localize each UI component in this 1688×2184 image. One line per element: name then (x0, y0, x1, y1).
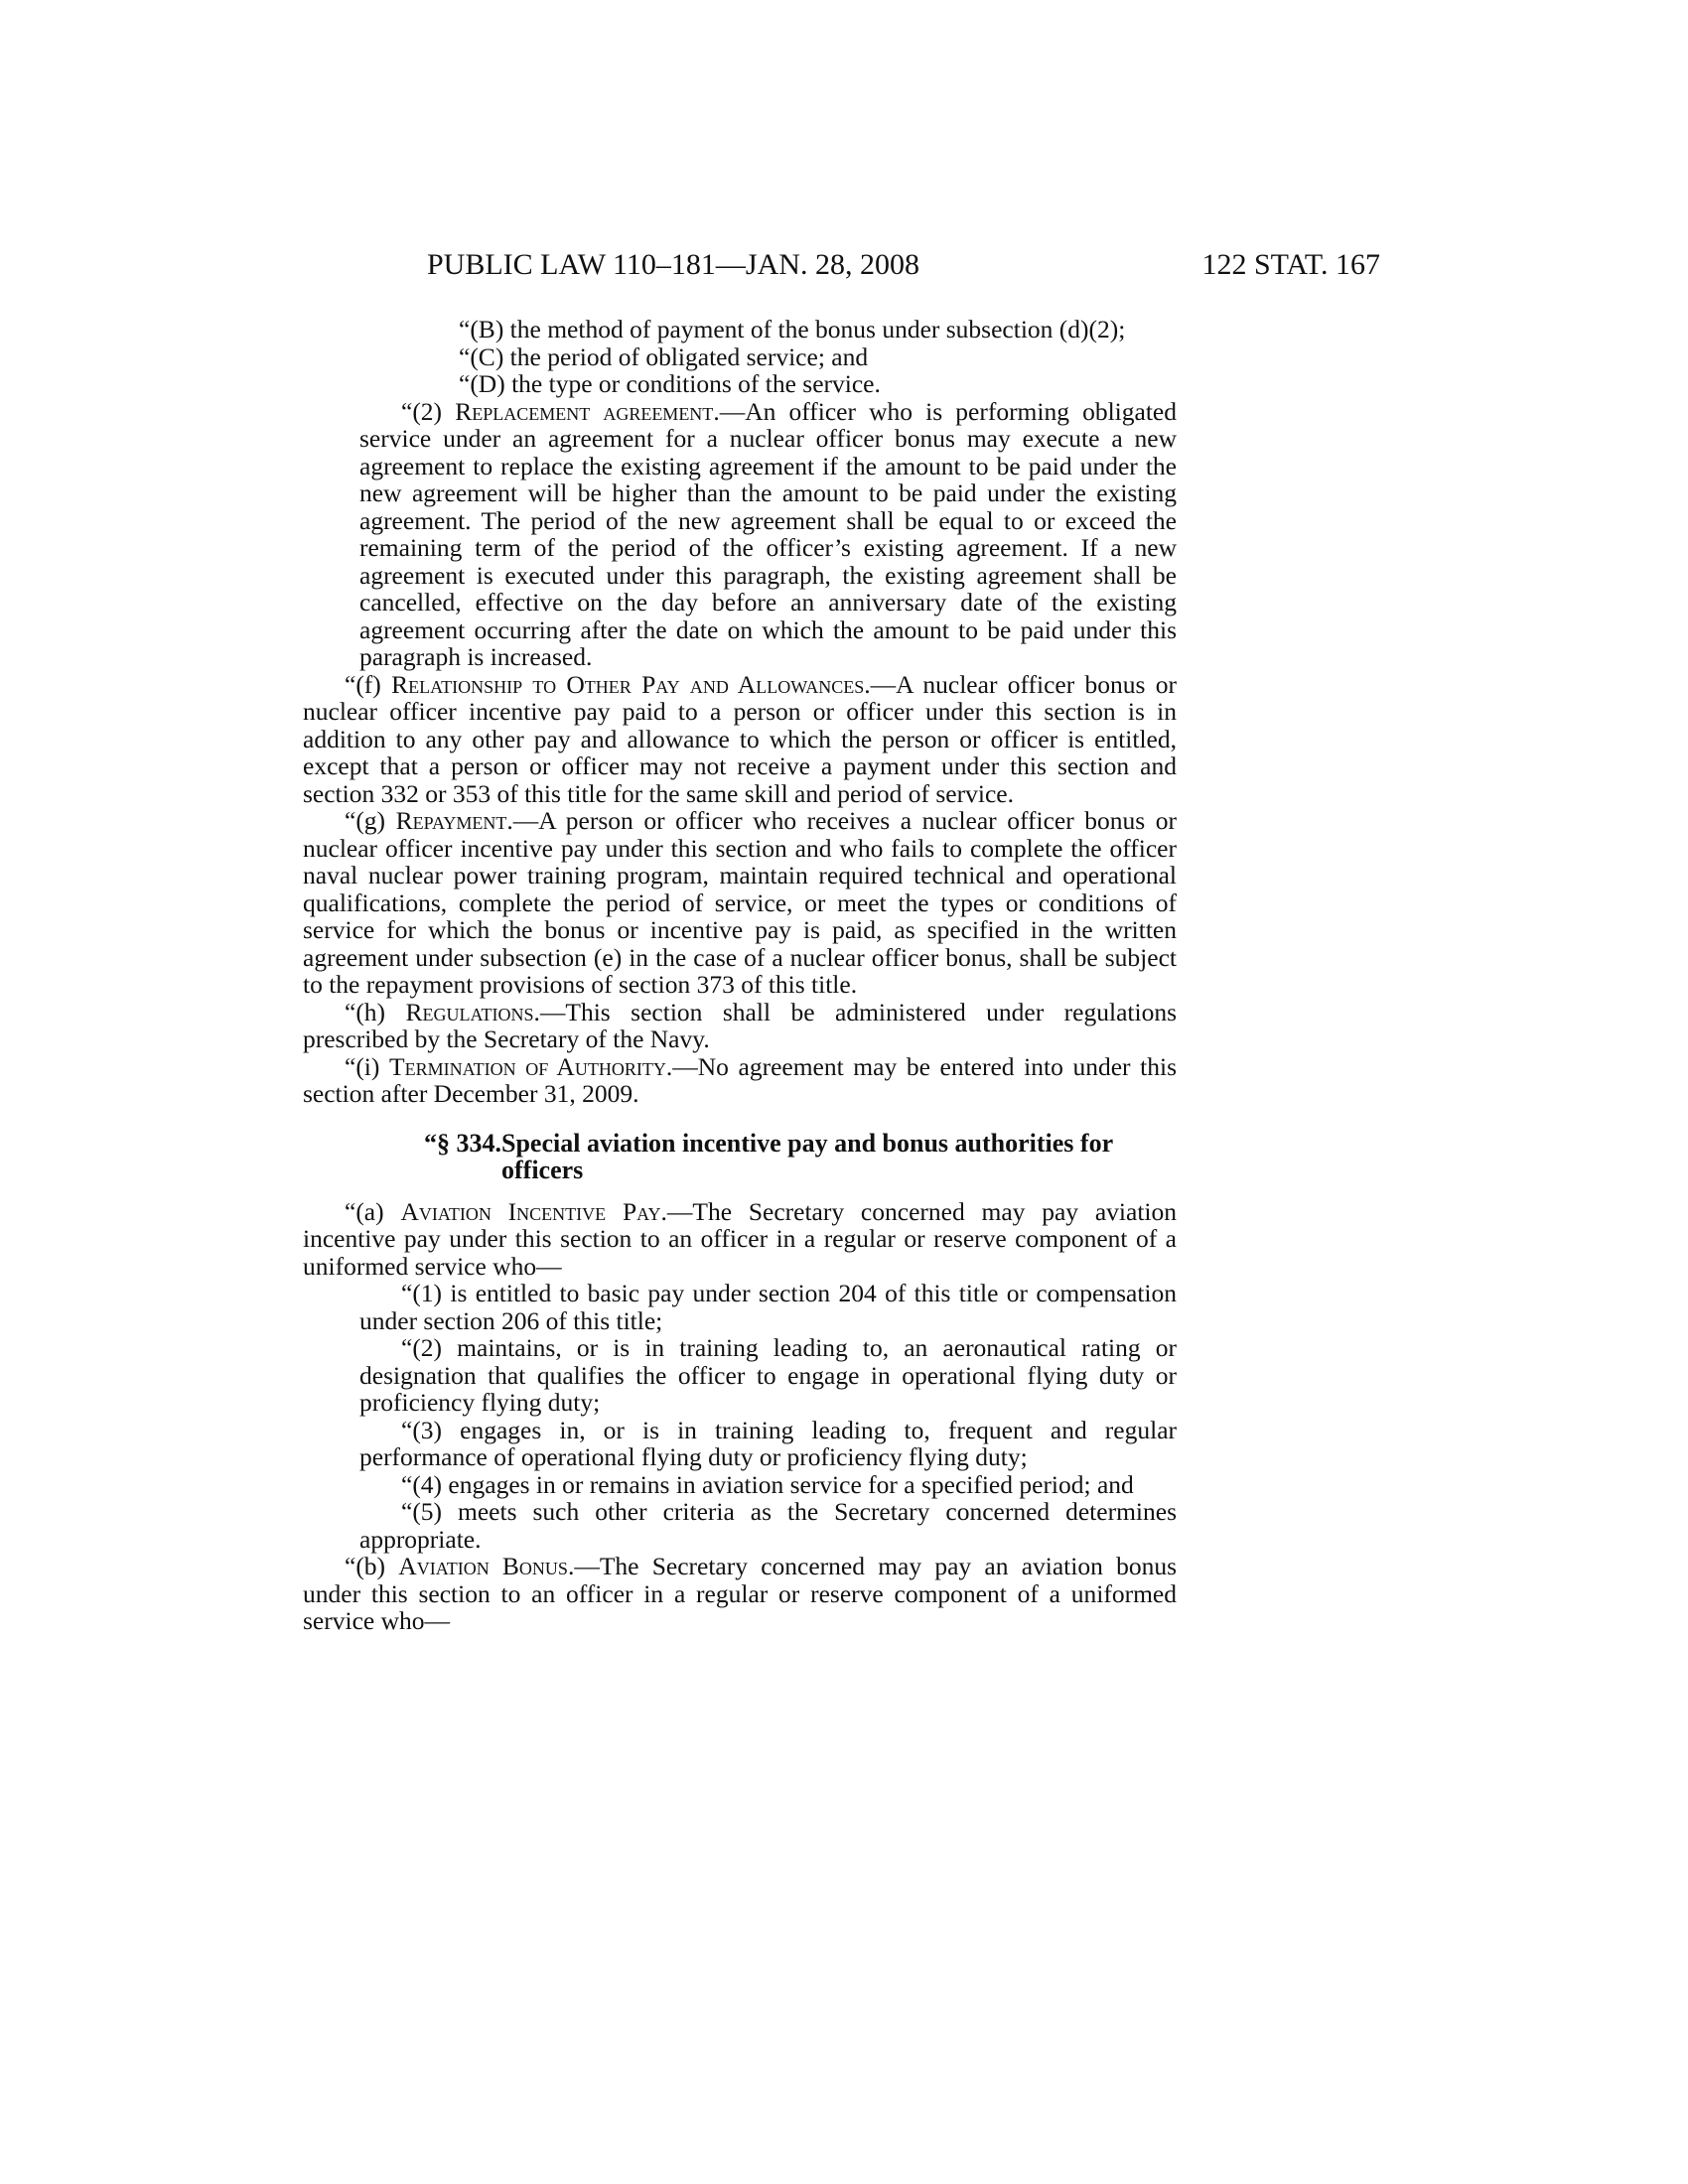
section-title: Special aviation incentive pay and bonus authorities for officers (501, 1128, 1113, 1184)
subsection-i: “(i) Termination of Authority.—No agreement may be entered into under this section after December 31, 2009. (303, 1051, 1177, 1108)
heading-termination: Termination of Authority (389, 1051, 666, 1081)
section-number: “§ 334. (424, 1128, 501, 1158)
clause-2: “(2) maintains, or is in training leading to, an aeronautical rating or designation that qualifies the officer to engage in operational flying duty or proficiency flying duty; (359, 1333, 1177, 1417)
heading-regulations: Regulations (405, 997, 534, 1026)
heading-aviation-bonus: Aviation Bonus (398, 1552, 568, 1580)
header-page-number: 122 STAT. 167 (1201, 248, 1380, 281)
subsection-h: “(h) Regulations.—This section shall be administered under regulations prescribed by the Secretary of the Navy. (303, 997, 1177, 1053)
subparagraph-d: “(D) the type or conditions of the service. (459, 369, 881, 398)
subparagraph-c: “(C) the period of obligated service; and (459, 341, 869, 371)
heading-replacement-agreement: Replacement agreement (455, 396, 714, 426)
clause-1: “(1) is entitled to basic pay under section 204 of this title or compensation under section 206 of this title; (359, 1279, 1177, 1335)
clause-3: “(3) engages in, or is in training leading to, frequent and regular performance of operational flying duty or proficiency flying duty; (359, 1415, 1177, 1471)
heading-repayment: Repayment (395, 806, 507, 835)
header-title: PUBLIC LAW 110–181—JAN. 28, 2008 (427, 248, 919, 281)
clause-4: “(4) engages in or remains in aviation service for a specified period; and (401, 1469, 1134, 1499)
paragraph-replacement-agreement: “(2) Replacement agreement.—An officer who is performing obligated service under an agreement for a nuclear officer bonus may execute a new agreement to replace the existing agreement if the amount to be paid under the new agreement will be higher than the amount to be paid under the existing agreement. The period of the new agreement shall be equal to or exceed the remaining term of the period of the officer’s existing agreement. If a new agreement is executed under this paragraph, the existing agreement shall be cancelled, effective on the day before an anniversary date of the existing agreement occurring after the date on which the amount to be paid under this paragraph is increased. (359, 396, 1177, 671)
document-body (303, 316, 1177, 1635)
subparagraph-b: “(B) the method of payment of the bonus under subsection (d)(2); (459, 315, 1126, 343)
heading-aviation-incentive-pay: Aviation Incentive Pay (400, 1196, 661, 1226)
subsection-a: “(a) Aviation Incentive Pay.—The Secretary concerned may pay aviation incentive pay under this section to an officer in a regular or reserve component of a uniformed service who— (303, 1196, 1178, 1281)
section-334-heading (303, 1130, 1177, 1184)
heading-relationship: Relationship to Other Pay and Allowances (391, 669, 865, 699)
running-header (427, 248, 1380, 288)
subsection-b: “(b) Aviation Bonus.—The Secretary concerned may pay an aviation bonus under this section to an officer in a regular or reserve component of a uniformed service who— (303, 1552, 1177, 1635)
subsection-g: “(g) Repayment.—A person or officer who receives a nuclear officer bonus or nuclear officer incentive pay under this section and who fails to complete the officer naval nuclear power training program, maintain required technical and operational qualifications, complete the period of service, or meet the types or conditions of service for which the bonus or incentive pay is paid, as specified in the written agreement under subsection (e) in the case of a nuclear officer bonus, shall be subject to the repayment provisions of section 373 of this title. (303, 806, 1177, 999)
clause-5: “(5) meets such other criteria as the Secretary concerned determines appropriate. (359, 1497, 1177, 1554)
subsection-f: “(f) Relationship to Other Pay and Allowances.—A nuclear officer bonus or nuclear officer incentive pay paid to a person or officer under this section is in addition to any other pay and allowance to which the person or officer is entitled, except that a person or officer may not receive a payment under this section and section 332 or 353 of this title for the same skill and period of service. (303, 669, 1177, 808)
